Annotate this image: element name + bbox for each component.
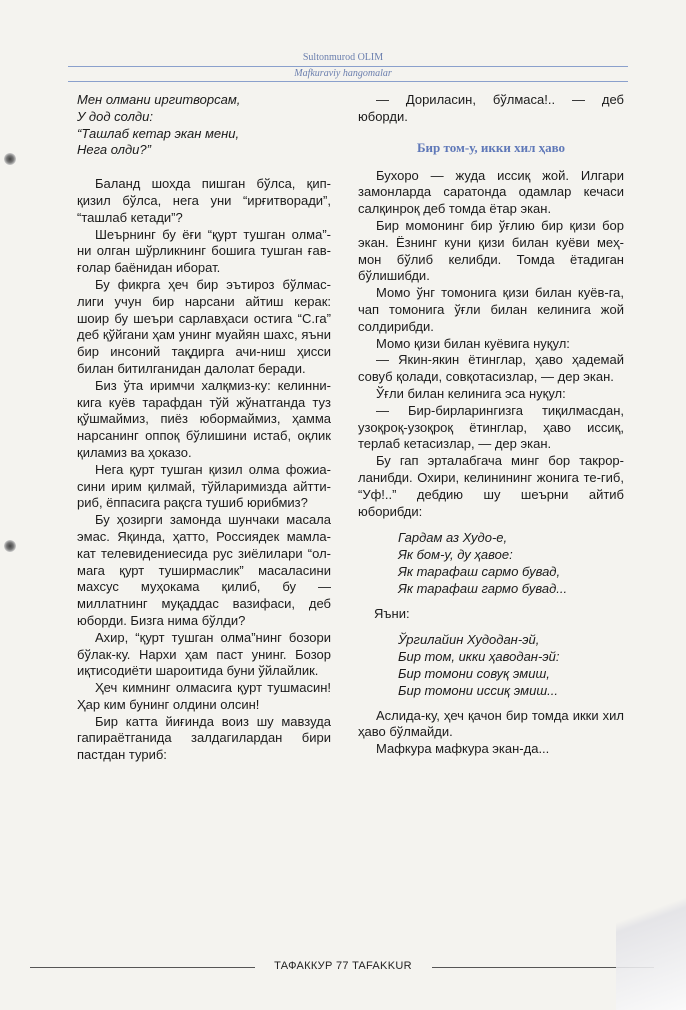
binder-hole — [4, 153, 16, 165]
paragraph: Момо ўнг томонига қизи билан куёв-га, чап томонига ўғли билан келинига жой солдирибди. — [358, 285, 624, 334]
right-column — [358, 92, 624, 758]
poem-line: “Ташлаб кетар экан мени, — [77, 125, 240, 141]
tajik-verse — [358, 530, 624, 597]
paragraph: — Дориласин, бўлмаса!.. — деб юборди. — [358, 92, 624, 124]
paragraph: Аслида-ку, ҳеч қачон бир томда икки хил ҳаво бўлмайди. — [358, 707, 624, 740]
footer-text — [0, 960, 686, 972]
paragraph: — Бир-бирларингизга тиқилмасдан, узоқроқ-узоқроқ ётинглар, ҳаво иссиқ, терлаб кетасизлар, — дер экан. — [358, 402, 624, 452]
journal-name-cyrillic: ТАФАККУР — [274, 960, 333, 972]
paragraph: Бу ҳозирги замонда шунчаки масала эмас. Яқинда, ҳатто, Россиядек мамла-кат телевидениесида рус зиёлилари “ол-мага қурт туширмаслик” масаласини махсус муҳокама қилиб, бу — миллатнинг муқаддас вазифаси, деб юборди. Бизга нима бўлди? — [77, 512, 331, 628]
running-header-section: Mafkuraviy hangomalar — [294, 68, 392, 79]
binder-hole — [4, 540, 16, 552]
poem-line: Бир томони иссиқ эмиш... — [398, 682, 558, 698]
paragraph: Бухоро — жуда иссиқ жой. Илгари замонларда саратонда одамлар кечаси салқинроқ деб томда ётар экан. — [358, 167, 624, 217]
poem-line: Ўргилайин Худодан-эй, — [398, 632, 540, 648]
paragraph: Баланд шохда пишган бўлса, қип-қизил бўлса, нега уни “ирғитворади”, “ташлаб кетади”? — [77, 176, 331, 225]
poem-line: Бир томони совуқ эмиш, — [398, 665, 550, 681]
header-rule — [68, 66, 628, 67]
poem-line: Як бом-у, ду ҳавое: — [398, 547, 513, 563]
uzbek-verse — [358, 632, 624, 699]
poem-line: У дод солди: — [77, 108, 153, 124]
paragraph: Нега қурт тушган қизил олма фожиа-сини ирим қилмай, тўйларимизда айтти-риб, ёппасига рақсга тушиб юрибмиз? — [77, 461, 331, 511]
paragraph: — Якин-якин ётинглар, ҳаво ҳадемай совуб қолади, совқотасизлар, — дер экан. — [358, 352, 624, 385]
paragraph: Ахир, “қурт тушган олма”нинг бозори бўлак-ку. Нархи ҳам паст унинг. Бозор иқтисодиёти шароитида буни ўйлайлик. — [77, 629, 331, 679]
poem-line: Бир том, икки ҳаводан-эй: — [398, 649, 560, 665]
section-subheading: Бир том-у, икки хил ҳаво — [416, 139, 566, 155]
header-rule-lower — [68, 81, 628, 82]
running-header-author: Sultonmurod OLIM — [302, 52, 384, 63]
paragraph: Биз ўта иримчи халқмиз-ку: келинни-кига куёв тарафдан тўй жўнатганда туз қўшмаймиз, пиёз юбормаймиз, ҳамма нарсанинг оппоқ бўлишини истаб, оқлик қиламиз ва ҳоказо. — [77, 377, 331, 460]
paragraph: Бу фикрга ҳеч бир эътироз бўлмас-лиги учун бир нарсани айтиш керак: шоир бу шеъри сарлавҳаси остига “С.га” деб қўйгани ҳам унинг муайян шахс, яъни бир инсоний тақдирга ачи-ниш ҳисси билан битилганидан далолат беради. — [77, 276, 331, 376]
paragraph: Бир момонинг бир ўғлию бир қизи бор экан. Ёзнинг куни қизи билан куёви меҳ-мон бўлиб келибди. Томда ётадиган бўлишибди. — [358, 217, 624, 284]
paragraph: Бу гап эрталабгача минг бор такрор-ланибди. Охири, келинининг жонига те-гиб, “Уф!..” дебдию шу шеърни айтиб юборибди: — [358, 453, 624, 519]
left-column — [77, 92, 331, 764]
poem-line: Мен олмани иргитворсам, — [77, 92, 241, 107]
page-number: 77 — [335, 960, 349, 972]
paragraph: Ҳеч кимнинг олмасига қурт тушмасин! Ҳар ким бунинг олдини олсин! — [77, 680, 331, 712]
paragraph: Мафкура мафкура экан-да... — [376, 741, 550, 757]
page-curl — [616, 830, 686, 1010]
page-footer — [0, 958, 686, 978]
paragraph: Бир катта йиғинда воиз шу мавзуда гапираётганида залдагилардан бири пастдан туриб: — [77, 713, 331, 763]
translation-label: Яъни: — [374, 605, 410, 621]
poem-line: Нега олди?” — [77, 142, 151, 158]
poem-line: Як тарафаш гармо бувад... — [398, 580, 568, 596]
poem-line: Як тарафаш сармо бувад, — [398, 563, 561, 579]
journal-name-latin: TAFAKKUR — [352, 960, 412, 972]
opening-poem — [77, 92, 331, 159]
poem-line: Гардам аз Худо-е, — [398, 530, 508, 546]
paragraph: Момо қизи билан куёвига нуқул: — [376, 335, 570, 351]
paragraph: Шеърнинг бу ёғи “қурт тушган олма”-ни олган шўрликнинг бошига тушган ғав-ғолар баёнидан иборат. — [77, 226, 331, 276]
paragraph: Ўғли билан келинига эса нуқул: — [376, 385, 566, 401]
